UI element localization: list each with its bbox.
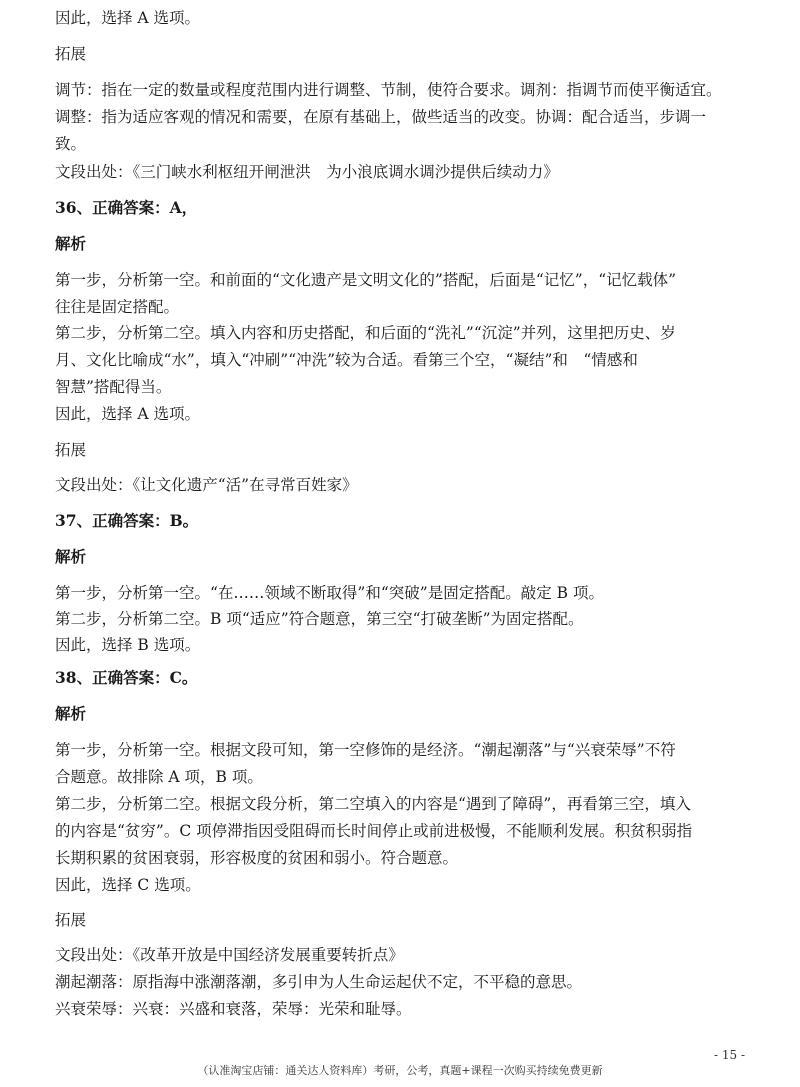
answer-heading-38: 38、正确答案：C。 xyxy=(55,668,198,687)
analysis-heading: 解析 xyxy=(55,234,87,253)
text-line: 兴衰荣辱：兴衰：兴盛和衰落，荣辱：光荣和耻辱。 xyxy=(55,1000,412,1018)
text-line: 的内容是“贫穷”。C 项停滞指因受阻碍而长时间停止或前进极慢，不能顺利发展。积贫积弱指 xyxy=(55,822,693,840)
source-line: 文段出处：《改革开放是中国经济发展重要转折点》 xyxy=(55,946,404,964)
text-line: 第一步，分析第一空。根据文段可知，第一空修饰的是经济。“潮起潮落”与“兴衰荣辱”不符 xyxy=(55,741,676,759)
text-line: 因此，选择 B 选项。 xyxy=(55,636,201,654)
text-line: 因此，选择 A 选项。 xyxy=(55,9,201,27)
section-heading-expand: 拓展 xyxy=(55,45,87,63)
text-line: 调节：指在一定的数量或程度范围内进行调整、节制，使符合要求。调剂：指调节而使平衡适宜。 xyxy=(55,81,722,99)
text-line: 月、文化比喻成“水”，填入“冲刷”“冲洗”较为合适。看第三个空，“凝结”和 “情感和 xyxy=(55,351,638,369)
text-line: 第一步，分析第一空。“在……领域不断取得”和“突破”是固定搭配。敲定 B 项。 xyxy=(55,584,604,602)
answer-heading-36: 36、正确答案：A， xyxy=(55,198,198,217)
page-footer: （认准淘宝店铺：通关达人资料库）考研，公考，真题+课程一次购买持续免费更新 xyxy=(197,1064,603,1077)
text-line: 潮起潮落：原指海中涨潮落潮，多引申为人生命运起伏不定，不平稳的意思。 xyxy=(55,973,583,991)
text-line: 第二步，分析第二空。B 项“适应”符合题意，第三空“打破垄断”为固定搭配。 xyxy=(55,610,584,628)
text-line: 第二步，分析第二空。根据文段分析，第二空填入的内容是“遇到了障碍”，再看第三空，填入 xyxy=(55,795,691,813)
text-line: 因此，选择 A 选项。 xyxy=(55,405,201,423)
source-line: 文段出处：《三门峡水利枢纽开闸泄洪 为小浪底调水调沙提供后续动力》 xyxy=(55,163,559,181)
analysis-heading: 解析 xyxy=(55,547,87,566)
section-heading-expand: 拓展 xyxy=(55,911,87,929)
text-line: 致。 xyxy=(55,135,87,153)
text-line: 长期积累的贫困衰弱，形容极度的贫困和弱小。符合题意。 xyxy=(55,849,459,867)
text-line: 往往是固定搭配。 xyxy=(55,298,180,316)
source-line: 文段出处：《让文化遗产“活”在寻常百姓家》 xyxy=(55,476,358,494)
text-line: 第二步，分析第二空。填入内容和历史搭配，和后面的“洗礼”“沉淀”并列，这里把历史、岁 xyxy=(55,324,676,342)
text-line: 合题意。故排除 A 项，B 项。 xyxy=(55,768,263,786)
text-line: 调整：指为适应客观的情况和需要，在原有基础上，做些适当的改变。协调：配合适当，步调一 xyxy=(55,108,707,126)
text-line: 因此，选择 C 选项。 xyxy=(55,876,201,894)
analysis-heading: 解析 xyxy=(55,704,87,723)
text-line: 智慧”搭配得当。 xyxy=(55,378,172,396)
text-line: 第一步，分析第一空。和前面的“文化遗产是文明文化的”搭配，后面是“记忆”，“记忆载体” xyxy=(55,271,677,289)
answer-heading-37: 37、正确答案：B。 xyxy=(55,511,199,530)
section-heading-expand: 拓展 xyxy=(55,441,87,459)
page-number: - 15 - xyxy=(713,1048,745,1062)
